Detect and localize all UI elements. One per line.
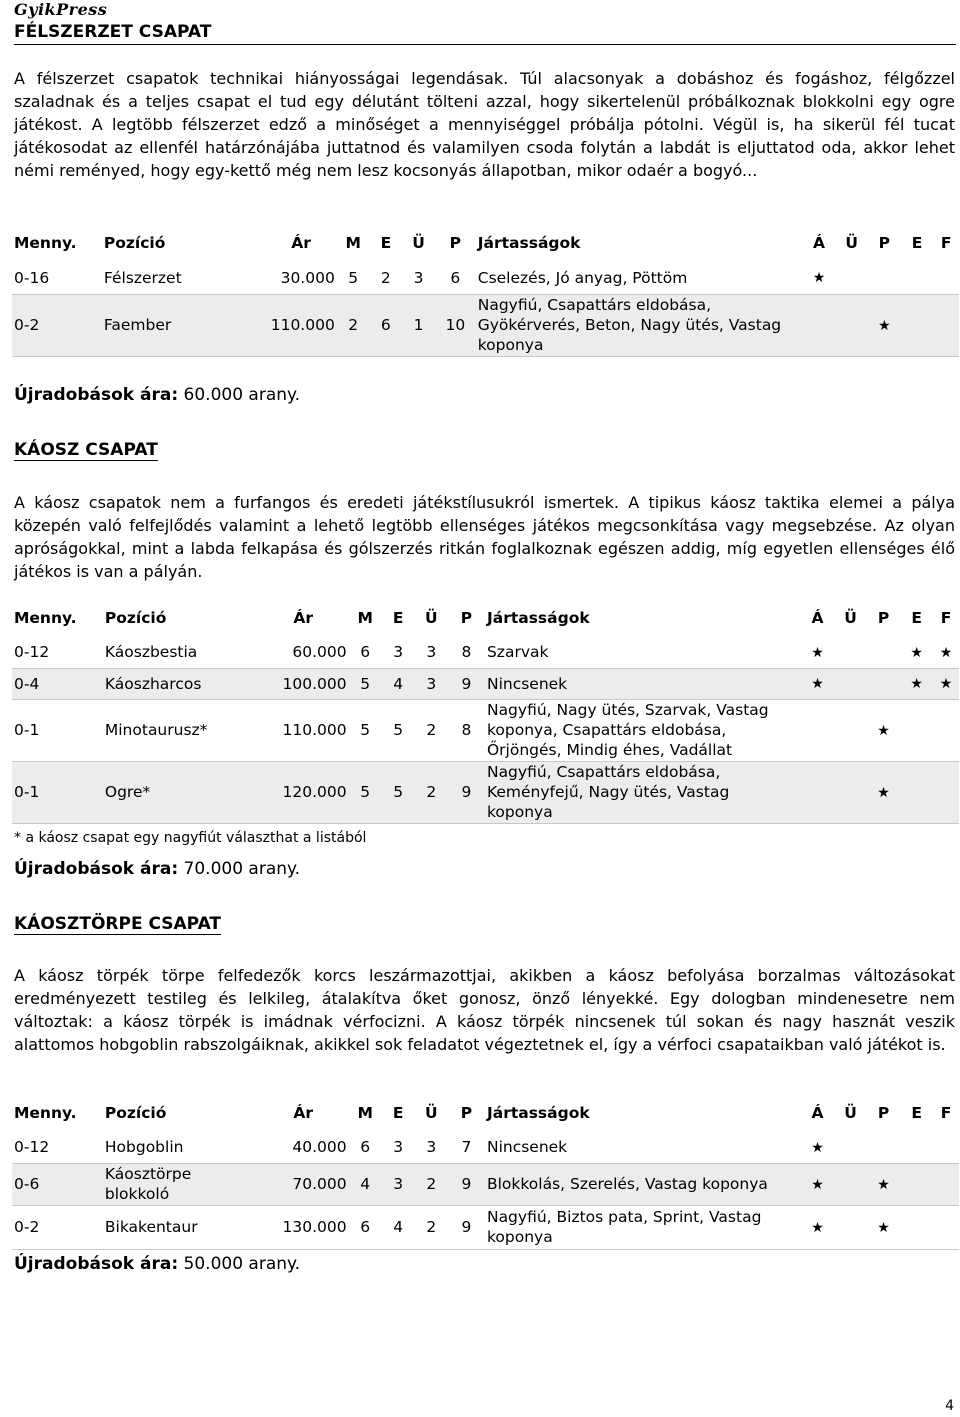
table-row [12,1163,959,1205]
reroll-label: Újradobások ára: [14,859,179,879]
col-e: E [380,234,392,252]
m-cell: 4 [349,1163,382,1205]
table-row [12,699,959,761]
e-cell: 5 [382,699,415,761]
col-cost: Ár [293,1104,314,1122]
m-cell: 6 [349,637,382,668]
reroll-label: Újradobások ára: [14,385,179,405]
star-icon: ★ [811,644,824,661]
cost-cell: 100.000 [258,668,349,699]
col-p: P [460,609,473,627]
star-icon: ★ [939,676,953,692]
col-e: E [392,609,404,627]
star-icon: ★ [877,784,890,801]
col-e: E [392,1104,404,1122]
qty-cell: 0-4 [12,668,103,699]
u-cell: 3 [415,637,448,668]
p-cell: 9 [448,761,485,823]
table-row [12,1132,959,1163]
p-cell: 8 [448,637,485,668]
u-cell: 3 [415,668,448,699]
col-position: Pozíció [103,234,166,252]
page-title: FÉLSZERZET CSAPAT [14,22,212,42]
m-cell: 6 [349,1132,382,1163]
star-icon: ★ [878,317,891,334]
qty-cell: 0-16 [12,262,102,294]
table-row [12,761,959,823]
m-cell: 2 [337,294,370,356]
col-access-a: Á [811,1104,824,1122]
col-qty: Menny. [14,1104,77,1122]
qty-cell: 0-6 [12,1163,103,1205]
e-cell: 4 [382,1205,415,1249]
col-m: M [357,609,373,627]
cost-cell: 40.000 [258,1132,349,1163]
col-access-u: Ü [845,234,858,252]
e-cell: 3 [382,1132,415,1163]
publisher-logo: GyikPress [14,0,108,19]
page-number: 4 [945,1398,954,1414]
e-cell: 3 [382,637,415,668]
halfling-reroll-cost [14,385,300,405]
star-icon: ★ [910,644,923,661]
chaos-reroll-cost [14,859,300,879]
cost-cell: 110.000 [265,294,337,356]
star-icon: ★ [939,644,953,661]
col-access-p: P [877,1104,890,1122]
col-cost: Ár [291,234,311,252]
skills-cell: Nagyfiú, Biztos pata, Sprint, Vastag koponya [485,1205,801,1249]
col-access-e: E [911,609,922,627]
p-cell: 6 [435,262,476,294]
m-cell: 5 [349,761,382,823]
col-access-f: F [940,609,952,627]
p-cell: 10 [435,294,476,356]
col-u: Ü [424,1104,438,1122]
col-skills: Jártasságok [486,609,590,627]
qty-cell: 0-1 [12,761,103,823]
col-p: P [449,234,461,252]
col-p: P [460,1104,473,1122]
col-u: Ü [412,234,425,252]
reroll-value: 50.000 arany. [183,1254,301,1274]
skills-cell: Blokkolás, Szerelés, Vastag koponya [485,1163,801,1205]
col-qty: Menny. [14,234,77,252]
table-row [12,668,959,699]
position-cell: Káoszharcos [103,668,258,699]
col-position: Pozíció [104,609,167,627]
u-cell: 2 [415,1205,448,1249]
skills-cell: Nincsenek [485,1132,801,1163]
u-cell: 1 [402,294,435,356]
table-row [12,294,959,356]
cost-cell: 70.000 [258,1163,349,1205]
cost-cell: 130.000 [258,1205,349,1249]
cost-cell: 110.000 [258,699,349,761]
qty-cell: 0-1 [12,699,103,761]
chaos-roster-table [12,599,959,824]
p-cell: 9 [448,668,485,699]
star-icon: ★ [877,1176,890,1193]
star-icon: ★ [811,1139,824,1156]
halfling-roster-table [12,224,959,357]
qty-cell: 0-12 [12,1132,103,1163]
col-qty: Menny. [14,609,77,627]
position-cell: Bikakentaur [103,1205,258,1249]
chaos-dwarf-section-title: KÁOSZTÖRPE CSAPAT [14,914,222,934]
cost-cell: 60.000 [258,637,349,668]
position-cell: Káosztörpe blokkoló [103,1163,258,1205]
position-cell: Félszerzet [102,262,265,294]
u-cell: 3 [415,1132,448,1163]
p-cell: 9 [448,1205,485,1249]
u-cell: 2 [415,1163,448,1205]
e-cell: 4 [382,668,415,699]
p-cell: 7 [448,1132,485,1163]
u-cell: 2 [415,761,448,823]
e-cell: 2 [370,262,403,294]
p-cell: 9 [448,1163,485,1205]
table-header-row [12,1094,959,1132]
col-cost: Ár [293,609,314,627]
col-access-a: Á [812,234,825,252]
reroll-value: 60.000 arany. [183,385,301,405]
col-access-p: P [877,609,890,627]
e-cell: 6 [370,294,403,356]
chaos-footnote: * a káosz csapat egy nagyfiút választhat a listából [14,830,367,846]
skills-cell: Cselezés, Jó anyag, Pöttöm [476,262,803,294]
table-row [12,637,959,668]
table-header-row [12,224,959,262]
star-icon: ★ [811,1219,824,1236]
col-skills: Jártasságok [477,234,581,252]
qty-cell: 0-2 [12,1205,103,1249]
u-cell: 2 [415,699,448,761]
star-icon: ★ [811,676,824,692]
header-rule [14,44,956,45]
star-icon: ★ [811,1176,824,1193]
col-access-u: Ü [844,1104,857,1122]
reroll-value: 70.000 arany. [183,859,301,879]
col-u: Ü [424,609,438,627]
table-header-row [12,599,959,637]
col-skills: Jártasságok [486,1104,590,1122]
col-access-f: F [940,234,952,252]
m-cell: 6 [349,1205,382,1249]
e-cell: 3 [382,1163,415,1205]
col-position: Pozíció [104,1104,167,1122]
chaos-dwarf-intro: A káosz törpék törpe felfedezők korcs leszármazottjai, akikben a káosz befolyása borzalmas változásokat eredményezett testileg és lelkileg, átalakítva őket gonosz, önző lényekké. Egy dologban mindenesetre nem változtak: a káosz törpék is imádnak vérfocizni. A káosz törpék nincsenek túl sokan és nagy hasznát veszik alattomos hobgoblin rabszolgáiknak, akikkel sok feladatot végeztetnek el, így a vérfoci csapataikban való játékot is. [14,966,955,1054]
position-cell: Hobgoblin [103,1132,258,1163]
m-cell: 5 [349,668,382,699]
u-cell: 3 [402,262,435,294]
chaos-section-title: KÁOSZ CSAPAT [14,440,158,460]
p-cell: 8 [448,699,485,761]
position-cell: Káoszbestia [103,637,258,668]
skills-cell: Nagyfiú, Csapattárs eldobása, Keményfejű, Nagy ütés, Vastag koponya [485,761,801,823]
chaos-intro: A káosz csapatok nem a furfangos és eredeti játékstílusukról ismertek. A tipikus káosz taktika elemei a pálya közepén való felfejlődés valamint a lehető legtöbb ellenséges játékos megcsonkítása vagy megsebzése. Az olyan apróságokkal, mint a labda felkapása és gólszerzés ritkán foglalkoznak egészen addig, míg egyetlen ellenséges élő játékos is van a pályán. [14,493,955,581]
col-access-a: Á [811,609,824,627]
skills-cell: Nincsenek [485,668,801,699]
e-cell: 5 [382,761,415,823]
skills-cell: Nagyfiú, Csapattárs eldobása, Gyökérverés, Beton, Nagy ütés, Vastag koponya [476,294,803,356]
halfling-intro: A félszerzet csapatok technikai hiányosságai legendásak. Túl alacsonyak a dobáshoz és fogáshoz, félgőzzel szaladnak és a teljes csapat el tud egy délutánt tölteni azzal, hogy sikertelenül próbálkoznak blokkolni egy ogre játékost. A legtöbb félszerzet edző a minőséget a mennyiséggel próbálja pótolni. Végül is, ha sikerül fél tucat játékosodat az ellenfél határzónájába juttatnod és valamilyen csoda folytán a labdát is eljuttatod oda, akkor lehet némi reményed, hogy egy-kettő még nem lesz kocsonyás állapotban, mikor odaér a bogyó... [14,69,955,180]
col-m: M [345,234,361,252]
skills-cell: Nagyfiú, Nagy ütés, Szarvak, Vastag koponya, Csapattárs eldobása, Őrjöngés, Mindig éhes, Vadállat [485,699,801,761]
cost-cell: 30.000 [265,262,337,294]
position-cell: Faember [102,294,265,356]
col-m: M [357,1104,373,1122]
col-access-p: P [878,234,891,252]
col-access-e: E [911,1104,922,1122]
reroll-label: Újradobások ára: [14,1254,179,1274]
position-cell: Ogre* [103,761,258,823]
cost-cell: 120.000 [258,761,349,823]
skills-cell: Szarvak [485,637,801,668]
m-cell: 5 [349,699,382,761]
star-icon: ★ [812,270,826,287]
m-cell: 5 [337,262,370,294]
chaos-dwarf-roster-table [12,1094,959,1250]
qty-cell: 0-2 [12,294,102,356]
col-access-f: F [940,1104,952,1122]
star-icon: ★ [910,676,923,692]
col-access-u: Ü [844,609,857,627]
qty-cell: 0-12 [12,637,103,668]
star-icon: ★ [877,1219,890,1236]
table-row [12,1205,959,1249]
position-cell: Minotaurusz* [103,699,258,761]
table-row [12,262,959,294]
chaos-dwarf-reroll-cost [14,1254,300,1274]
star-icon: ★ [877,722,890,739]
col-access-e: E [911,234,923,252]
